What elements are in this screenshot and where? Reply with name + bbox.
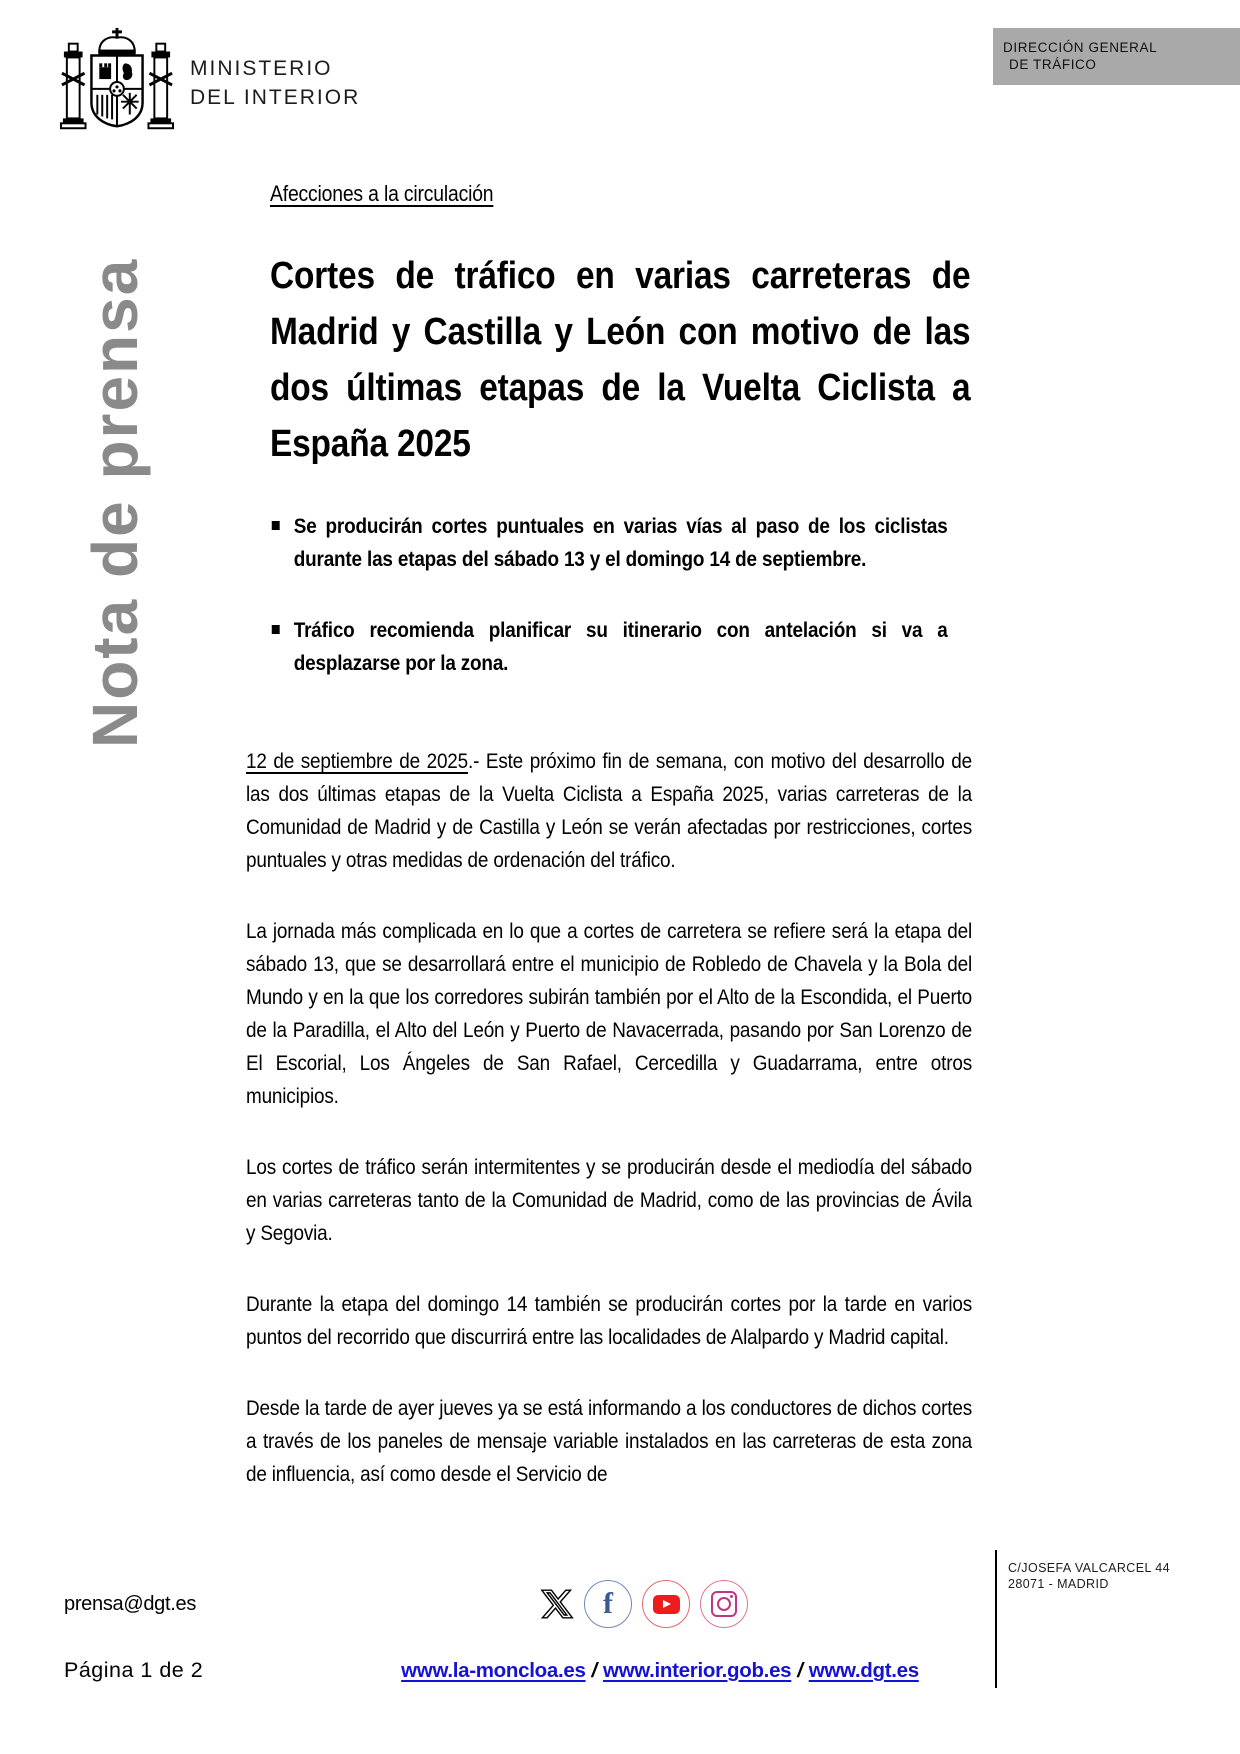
ministry-name xyxy=(190,54,360,112)
link-dgt[interactable]: www.dgt.es xyxy=(808,1659,919,1682)
department-badge xyxy=(993,28,1240,85)
article-headline: Cortes de tráfico en varias carreteras de Madrid y Castilla y León con motivo de las dos últimas etapas de la Vuelta Ciclista a España 2025 xyxy=(270,255,971,465)
bullet-item xyxy=(270,510,948,576)
highlight-bullets xyxy=(270,510,948,718)
press-email[interactable]: prensa@dgt.es xyxy=(64,1593,197,1615)
address-line1: C/JOSEFA VALCARCEL 44 xyxy=(1008,1561,1170,1575)
paragraphs-block xyxy=(246,745,972,1529)
social-icons-row xyxy=(540,1580,748,1628)
bullet-item xyxy=(270,614,948,680)
ministry-line1: MINISTERIO xyxy=(190,57,333,80)
dateline: 12 de septiembre de 2025 xyxy=(246,749,468,773)
nota-de-prensa-vertical-label: Nota de prensa xyxy=(79,257,151,748)
link-interior-gob[interactable]: www.interior.gob.es xyxy=(602,1659,792,1682)
bullet-square-icon xyxy=(272,521,280,530)
link-la-moncloa[interactable]: www.la-moncloa.es xyxy=(401,1659,586,1682)
bullet-square-icon xyxy=(272,625,280,634)
bullet-text: Se producirán cortes puntuales en varias vías al paso de los ciclistas durante las etapas del sábado 13 y el domingo 14 de septiembre. xyxy=(293,514,948,571)
article-kicker: Afecciones a la circulación xyxy=(270,181,494,206)
facebook-icon[interactable]: f xyxy=(584,1580,632,1628)
youtube-icon[interactable] xyxy=(642,1580,690,1628)
address-line2: 28071 - MADRID xyxy=(1008,1577,1109,1591)
page-indicator: Página 1 de 2 xyxy=(64,1658,204,1682)
ministry-line2: DEL INTERIOR xyxy=(190,86,361,109)
badge-line2: DE TRÁFICO xyxy=(1009,57,1097,72)
instagram-icon[interactable] xyxy=(700,1580,748,1628)
x-twitter-icon[interactable] xyxy=(540,1584,574,1624)
link-separator: / xyxy=(797,1659,803,1682)
footer-vertical-divider xyxy=(995,1550,997,1688)
link-separator: / xyxy=(591,1659,597,1682)
paragraph: Los cortes de tráfico serán intermitentes y se producirán desde el mediodía del sábado en varias carreteras tanto de la Comunidad de Madrid, como de las provincias de Ávila y Segovia. xyxy=(246,1155,972,1245)
paragraph: Durante la etapa del domingo 14 también se producirán cortes por la tarde en varios puntos del recorrido que discurrirá entre las localidades de Alalpardo y Madrid capital. xyxy=(246,1292,972,1349)
paragraph-dateline xyxy=(246,745,972,877)
footer-links xyxy=(246,1659,1074,1683)
bullet-text: Tráfico recomienda planificar su itinerario con antelación si va a desplazarse por la zona. xyxy=(293,618,948,675)
badge-line1: DIRECCIÓN GENERAL xyxy=(1003,40,1158,55)
paragraph: La jornada más complicada en lo que a cortes de carretera se refiere será la etapa del sábado 13, que se desarrollará entre el municipio de Robledo de Chavela y la Bola del Mundo y en la que los corredores subirán también por el Alto de la Escondida, el Puerto de la Paradilla, el Alto del León y Puerto de Navacerrada, pasando por San Lorenzo de El Escorial, Los Ángeles de San Rafael, Cercedilla y Guadarrama, entre otros municipios. xyxy=(246,919,972,1108)
spain-coat-of-arms-logo xyxy=(58,24,176,142)
office-address xyxy=(1008,1560,1170,1592)
paragraph: Desde la tarde de ayer jueves ya se está informando a los conductores de dichos cortes a través de los paneles de mensaje variable instalados en las carreteras de esta zona de influencia, así como desde el Servicio de xyxy=(246,1396,972,1486)
paragraph-text: .- Este próximo fin de semana, con motivo del desarrollo de las dos últimas etapas de la Vuelta Ciclista a España 2025, varias carreteras de la Comunidad de Madrid y de Castilla y León se verán afectadas por restricciones, cortes puntuales y otras medidas de ordenación del tráfico. xyxy=(246,749,972,872)
